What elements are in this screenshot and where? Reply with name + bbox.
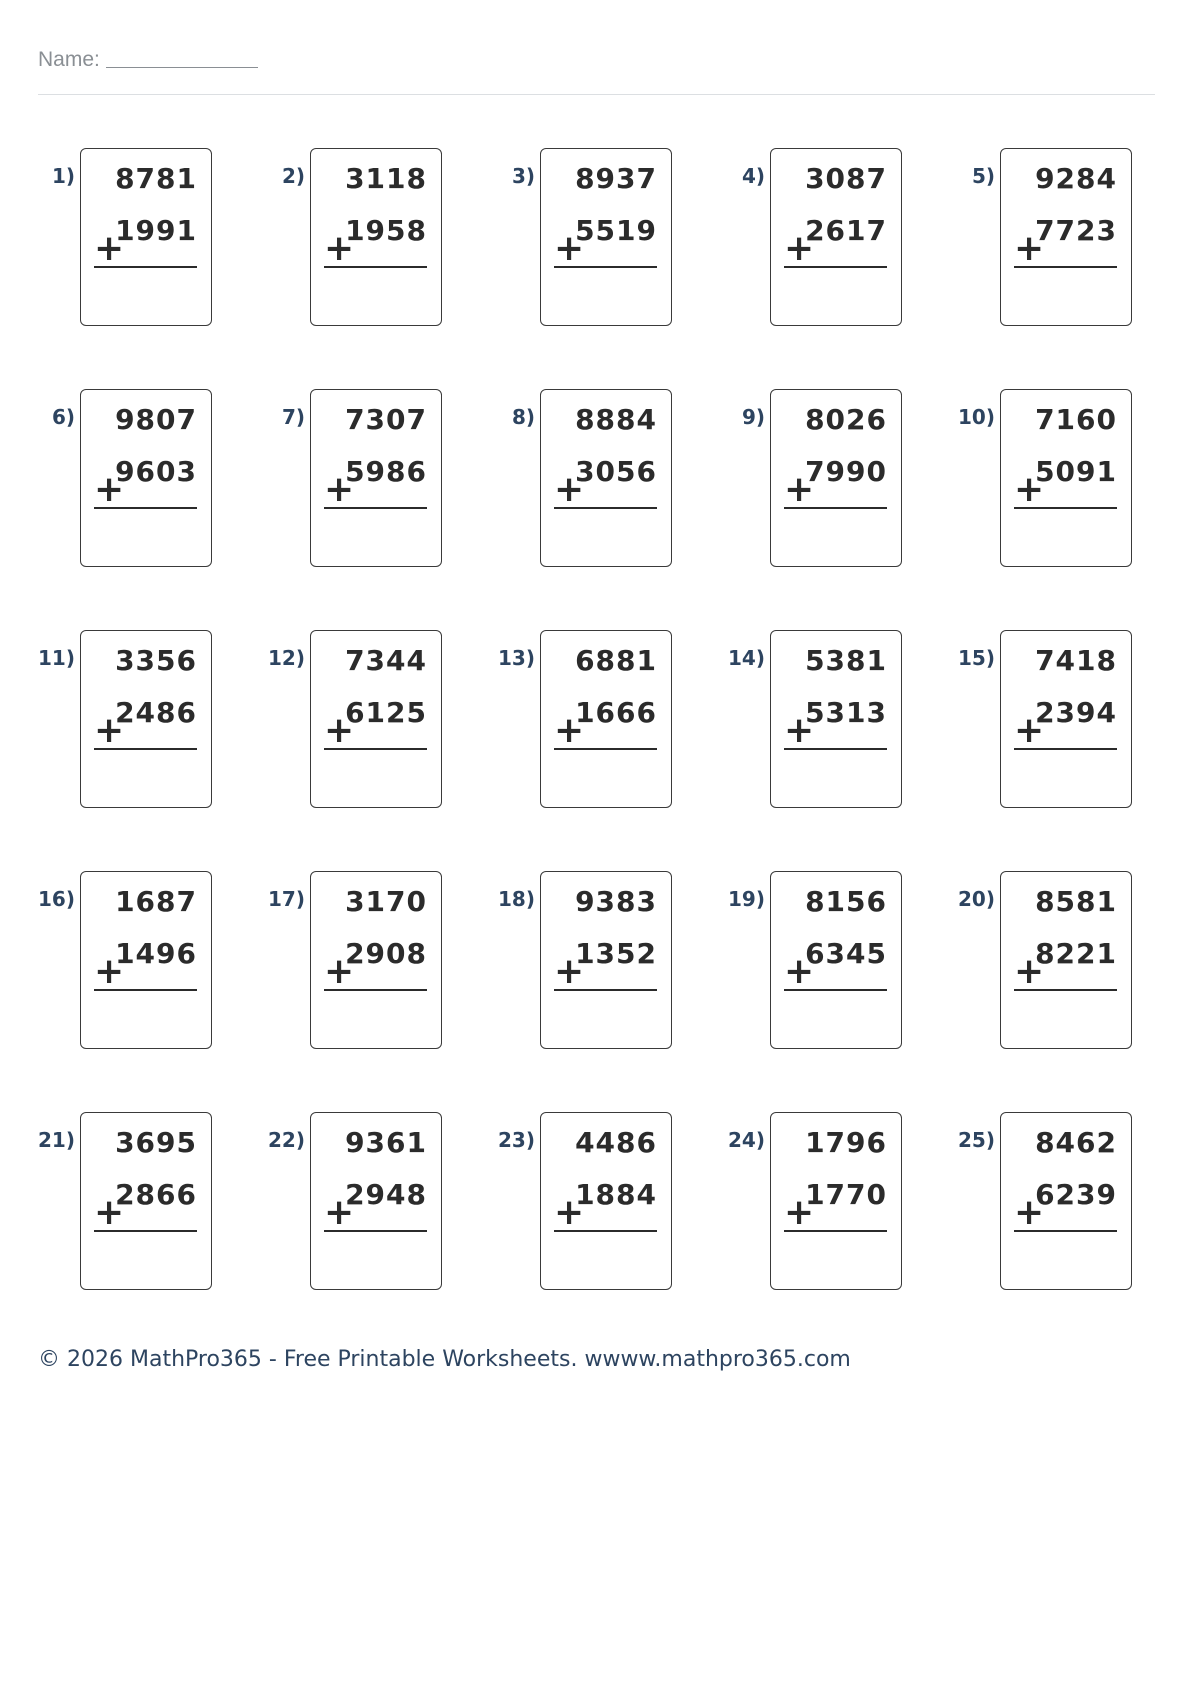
addend-top: 8462	[1035, 1126, 1117, 1159]
addend-top: 7344	[345, 644, 427, 677]
problem-item	[725, 389, 905, 575]
problem-box[interactable]	[1000, 630, 1132, 808]
answer-line	[784, 748, 887, 750]
problem-number: 21)	[38, 1128, 75, 1152]
plus-sign: +	[784, 710, 815, 751]
answer-line	[324, 266, 427, 268]
problem-number: 8)	[511, 405, 535, 429]
addend-bottom: 8221	[1035, 937, 1117, 970]
answer-line	[324, 748, 427, 750]
problem-item	[35, 389, 215, 575]
problem-item	[725, 148, 905, 334]
problem-box[interactable]	[310, 148, 442, 326]
addend-bottom: 5091	[1035, 455, 1117, 488]
problem-box[interactable]	[540, 1112, 672, 1290]
answer-line	[1014, 266, 1117, 268]
problem-item	[495, 871, 675, 1057]
addend-top: 3356	[115, 644, 197, 677]
problem-number: 13)	[498, 646, 535, 670]
problem-box[interactable]	[80, 148, 212, 326]
addend-bottom: 1352	[575, 937, 657, 970]
answer-line	[554, 507, 657, 509]
problem-box[interactable]	[540, 871, 672, 1049]
problem-item	[725, 630, 905, 816]
problem-item	[495, 148, 675, 334]
addend-bottom: 6239	[1035, 1178, 1117, 1211]
addend-top: 3087	[805, 162, 887, 195]
addend-bottom: 3056	[575, 455, 657, 488]
problem-box[interactable]	[770, 871, 902, 1049]
problem-number: 16)	[38, 887, 75, 911]
plus-sign: +	[554, 469, 585, 510]
problem-number: 25)	[958, 1128, 995, 1152]
problem-number: 18)	[498, 887, 535, 911]
addend-bottom: 2908	[345, 937, 427, 970]
addend-top: 8581	[1035, 885, 1117, 918]
answer-line	[94, 266, 197, 268]
plus-sign: +	[1014, 710, 1045, 751]
addend-bottom: 6125	[345, 696, 427, 729]
answer-line	[324, 1230, 427, 1232]
addend-bottom: 1991	[115, 214, 197, 247]
plus-sign: +	[784, 1192, 815, 1233]
addend-bottom: 9603	[115, 455, 197, 488]
answer-line	[554, 989, 657, 991]
problem-number: 4)	[741, 164, 765, 188]
addend-bottom: 1770	[805, 1178, 887, 1211]
problem-box[interactable]	[770, 1112, 902, 1290]
addend-bottom: 7723	[1035, 214, 1117, 247]
problem-item	[35, 630, 215, 816]
problem-item	[955, 1112, 1135, 1298]
problem-number: 19)	[728, 887, 765, 911]
name-label: Name:	[38, 48, 100, 71]
problem-item	[495, 630, 675, 816]
problem-number: 11)	[38, 646, 75, 670]
addend-top: 8781	[115, 162, 197, 195]
addend-bottom: 1884	[575, 1178, 657, 1211]
problem-number: 1)	[51, 164, 75, 188]
answer-line	[784, 1230, 887, 1232]
answer-line	[784, 266, 887, 268]
problem-item	[725, 1112, 905, 1298]
plus-sign: +	[554, 228, 585, 269]
problem-item	[725, 871, 905, 1057]
addend-bottom: 5986	[345, 455, 427, 488]
addend-top: 8156	[805, 885, 887, 918]
plus-sign: +	[1014, 469, 1045, 510]
addend-top: 9807	[115, 403, 197, 436]
problem-box[interactable]	[1000, 871, 1132, 1049]
addend-top: 5381	[805, 644, 887, 677]
problem-item	[265, 148, 445, 334]
problem-number: 9)	[741, 405, 765, 429]
addend-bottom: 1496	[115, 937, 197, 970]
answer-line	[94, 507, 197, 509]
plus-sign: +	[94, 951, 125, 992]
addend-top: 7418	[1035, 644, 1117, 677]
addend-top: 9284	[1035, 162, 1117, 195]
problem-item	[35, 148, 215, 334]
problem-item	[955, 389, 1135, 575]
addend-bottom: 2866	[115, 1178, 197, 1211]
answer-line	[94, 989, 197, 991]
addend-bottom: 1958	[345, 214, 427, 247]
addend-bottom: 7990	[805, 455, 887, 488]
addend-top: 9361	[345, 1126, 427, 1159]
plus-sign: +	[1014, 1192, 1045, 1233]
problem-box[interactable]	[310, 871, 442, 1049]
plus-sign: +	[94, 710, 125, 751]
problem-item	[35, 871, 215, 1057]
answer-line	[1014, 1230, 1117, 1232]
problem-number: 15)	[958, 646, 995, 670]
plus-sign: +	[324, 228, 355, 269]
answer-line	[554, 266, 657, 268]
problem-box[interactable]	[1000, 1112, 1132, 1290]
addend-bottom: 2617	[805, 214, 887, 247]
problem-item	[495, 389, 675, 575]
problem-box[interactable]	[310, 389, 442, 567]
footer-copyright: © 2026 MathPro365 - Free Printable Worksheets. wwww.mathpro365.com	[38, 1347, 851, 1372]
plus-sign: +	[324, 469, 355, 510]
answer-line	[94, 748, 197, 750]
plus-sign: +	[784, 951, 815, 992]
problem-number: 12)	[268, 646, 305, 670]
problem-number: 2)	[281, 164, 305, 188]
addend-top: 1687	[115, 885, 197, 918]
problem-box[interactable]	[1000, 389, 1132, 567]
problem-number: 24)	[728, 1128, 765, 1152]
problem-box[interactable]	[540, 148, 672, 326]
addend-top: 8026	[805, 403, 887, 436]
problem-box[interactable]	[770, 148, 902, 326]
problem-item	[955, 630, 1135, 816]
plus-sign: +	[1014, 228, 1045, 269]
problem-item	[35, 1112, 215, 1298]
addend-bottom: 2486	[115, 696, 197, 729]
problem-number: 7)	[281, 405, 305, 429]
problem-number: 17)	[268, 887, 305, 911]
addend-bottom: 2394	[1035, 696, 1117, 729]
plus-sign: +	[1014, 951, 1045, 992]
problem-box[interactable]	[80, 871, 212, 1049]
plus-sign: +	[324, 951, 355, 992]
addend-top: 8884	[575, 403, 657, 436]
addend-top: 3695	[115, 1126, 197, 1159]
problem-box[interactable]	[310, 1112, 442, 1290]
addend-bottom: 1666	[575, 696, 657, 729]
addend-top: 1796	[805, 1126, 887, 1159]
answer-line	[324, 507, 427, 509]
problem-box[interactable]	[770, 630, 902, 808]
addend-top: 3170	[345, 885, 427, 918]
addend-top: 7307	[345, 403, 427, 436]
plus-sign: +	[94, 469, 125, 510]
plus-sign: +	[784, 228, 815, 269]
problem-box[interactable]	[80, 389, 212, 567]
plus-sign: +	[94, 1192, 125, 1233]
plus-sign: +	[324, 1192, 355, 1233]
problem-number: 20)	[958, 887, 995, 911]
problem-item	[495, 1112, 675, 1298]
problem-item	[265, 1112, 445, 1298]
addend-top: 7160	[1035, 403, 1117, 436]
answer-line	[1014, 989, 1117, 991]
problem-item	[265, 871, 445, 1057]
plus-sign: +	[554, 710, 585, 751]
addend-top: 8937	[575, 162, 657, 195]
problem-item	[265, 630, 445, 816]
problem-box[interactable]	[1000, 148, 1132, 326]
problem-number: 3)	[511, 164, 535, 188]
answer-line	[324, 989, 427, 991]
problem-number: 5)	[971, 164, 995, 188]
answer-line	[1014, 748, 1117, 750]
plus-sign: +	[554, 951, 585, 992]
problem-number: 22)	[268, 1128, 305, 1152]
problem-number: 23)	[498, 1128, 535, 1152]
problem-number: 6)	[51, 405, 75, 429]
problem-box[interactable]	[770, 389, 902, 567]
addend-bottom: 5313	[805, 696, 887, 729]
addend-bottom: 2948	[345, 1178, 427, 1211]
answer-line	[554, 748, 657, 750]
answer-line	[554, 1230, 657, 1232]
problem-number: 14)	[728, 646, 765, 670]
problem-number: 10)	[958, 405, 995, 429]
answer-line	[1014, 507, 1117, 509]
addend-top: 4486	[575, 1126, 657, 1159]
problem-item	[955, 871, 1135, 1057]
problem-box[interactable]	[540, 630, 672, 808]
plus-sign: +	[94, 228, 125, 269]
problem-box[interactable]	[540, 389, 672, 567]
problem-item	[955, 148, 1135, 334]
problem-box[interactable]	[310, 630, 442, 808]
addend-bottom: 6345	[805, 937, 887, 970]
answer-line	[784, 989, 887, 991]
problem-box[interactable]	[80, 1112, 212, 1290]
plus-sign: +	[324, 710, 355, 751]
problem-item	[265, 389, 445, 575]
plus-sign: +	[554, 1192, 585, 1233]
addend-bottom: 5519	[575, 214, 657, 247]
answer-line	[784, 507, 887, 509]
answer-line	[94, 1230, 197, 1232]
addend-top: 6881	[575, 644, 657, 677]
addend-top: 3118	[345, 162, 427, 195]
problem-box[interactable]	[80, 630, 212, 808]
addend-top: 9383	[575, 885, 657, 918]
plus-sign: +	[784, 469, 815, 510]
